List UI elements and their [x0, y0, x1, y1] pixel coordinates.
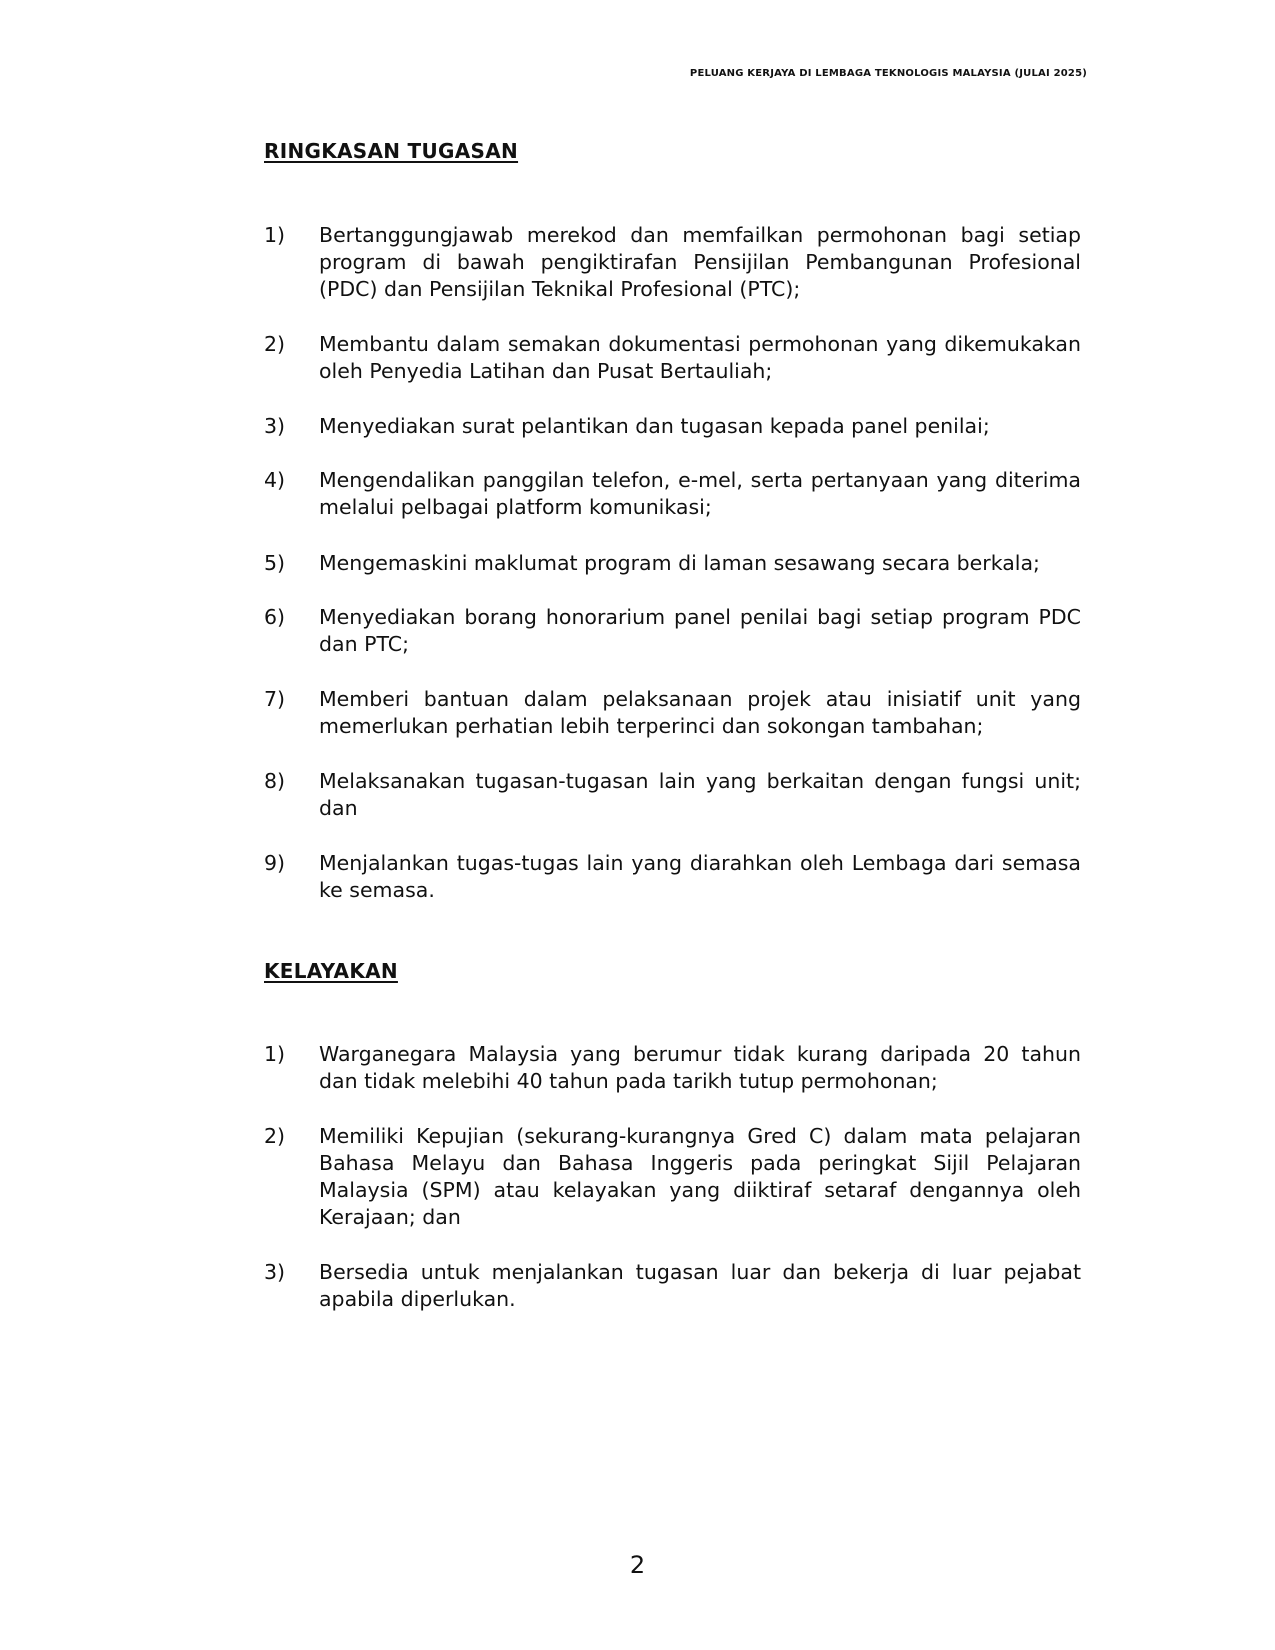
list-item	[264, 1259, 1081, 1313]
list-item	[264, 550, 1081, 577]
list-item	[264, 768, 1081, 822]
list-item-number: 8)	[264, 769, 286, 793]
list-item-number: 4)	[264, 468, 286, 492]
list-item-number: 2)	[264, 332, 286, 356]
section-title-kelayakan: KELAYAKAN	[264, 959, 398, 983]
list-item	[264, 331, 1081, 385]
list-item-text: Menyediakan borang honorarium panel penilai bagi setiap program PDC dan PTC;	[319, 605, 1081, 656]
list-item	[264, 686, 1081, 740]
list-item-number: 3)	[264, 1260, 286, 1284]
list-item	[264, 604, 1081, 658]
list-item-text: Warganegara Malaysia yang berumur tidak kurang daripada 20 tahun dan tidak melebihi 40 tahun pada tarikh tutup permohonan;	[319, 1042, 1081, 1093]
list-item-text: Menjalankan tugas-tugas lain yang diarahkan oleh Lembaga dari semasa ke semasa.	[319, 851, 1081, 902]
list-item	[264, 467, 1081, 521]
list-item-text: Mengendalikan panggilan telefon, e-mel, serta pertanyaan yang diterima melalui pelbagai platform komunikasi;	[319, 468, 1081, 519]
list-item-number: 2)	[264, 1124, 286, 1148]
list-item	[264, 222, 1081, 303]
list-item-text: Bersedia untuk menjalankan tugasan luar dan bekerja di luar pejabat apabila diperlukan.	[319, 1260, 1081, 1311]
list-item	[264, 413, 1081, 440]
section-title-ringkasan-tugasan: RINGKASAN TUGASAN	[264, 139, 519, 163]
list-item-number: 5)	[264, 551, 286, 575]
list-item-text: Melaksanakan tugasan-tugasan lain yang berkaitan dengan fungsi unit; dan	[319, 769, 1081, 820]
page-number: 2	[629, 1551, 646, 1579]
list-item-number: 6)	[264, 605, 286, 629]
list-item-text: Memiliki Kepujian (sekurang-kurangnya Gred C) dalam mata pelajaran Bahasa Melayu dan Bahasa Inggeris pada peringkat Sijil Pelajaran Malaysia (SPM) atau kelayakan yang diiktiraf setaraf dengannya oleh Kerajaan; dan	[319, 1124, 1081, 1229]
list-item	[264, 1123, 1081, 1231]
list-item-text: Bertanggungjawab merekod dan memfailkan permohonan bagi setiap program di bawah pengiktirafan Pensijilan Pembangunan Profesional (PDC) dan Pensijilan Teknikal Profesional (PTC);	[319, 223, 1081, 301]
list-item	[264, 1041, 1081, 1095]
list-item-text: Membantu dalam semakan dokumentasi permohonan yang dikemukakan oleh Penyedia Latihan dan Pusat Bertauliah;	[319, 332, 1081, 383]
list-item-text: Menyediakan surat pelantikan dan tugasan kepada panel penilai;	[319, 414, 990, 438]
page-header: PELUANG KERJAYA DI LEMBAGA TEKNOLOGIS MALAYSIA (JULAI 2025)	[689, 68, 1087, 79]
list-item-number: 7)	[264, 687, 286, 711]
list-item	[264, 850, 1081, 904]
list-item-text: Mengemaskini maklumat program di laman sesawang secara berkala;	[319, 551, 1040, 575]
list-item-number: 3)	[264, 414, 286, 438]
list-item-number: 1)	[264, 1042, 286, 1066]
list-item-text: Memberi bantuan dalam pelaksanaan projek atau inisiatif unit yang memerlukan perhatian lebih terperinci dan sokongan tambahan;	[319, 687, 1081, 738]
list-item-number: 9)	[264, 851, 286, 875]
list-item-number: 1)	[264, 223, 286, 247]
